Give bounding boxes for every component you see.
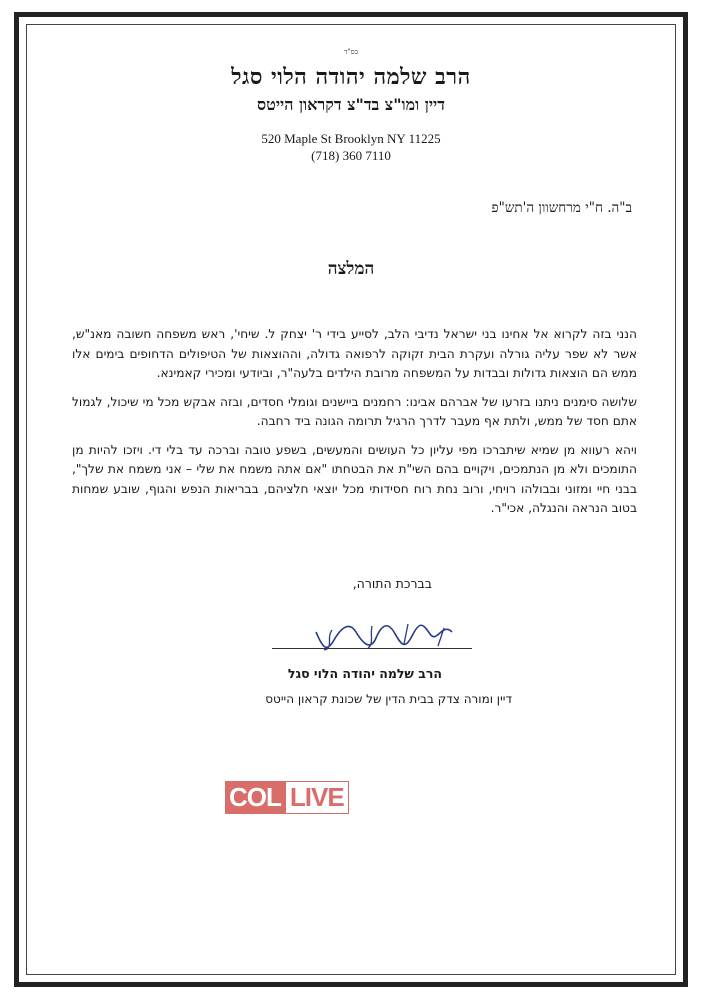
body-paragraph: הנני בזה לקרוא אל אחינו בני ישראל נדיבי הלב, לסייע בידי ר' יצחק ל. שיחי', ראש משפחה חשובה מאנ"ש, אשר לא שפר עליה גורלה ועקרת הבית זקוקה לרפואה גדולה, וההוצאות של הטיפולים הדחופים בימים אלו ממש הם הוצאות גדולות ובבדות על המשפחה מרובת הילדים בלעה"ר, וביודעי ומכירי קאמינא. [72, 327, 637, 380]
signature-line [272, 648, 472, 649]
signer-name: הרב שלמה יהודה הלוי סגל [287, 666, 442, 681]
letterhead-phone: (718) 360 7110 [311, 148, 391, 163]
closing-line: בברכת התורה, [352, 576, 432, 591]
collive-watermark-logo [225, 781, 349, 814]
handwritten-signature [312, 602, 462, 662]
letterhead-address: 520 Maple St Brooklyn NY 11225 [261, 131, 441, 146]
body-paragraph: ויהא רעווא מן שמיא שיתברכו מפי עליון כל העושים והמעשים, בשפע טובה וברכה עד בלי די. ויזכו להיות מן התומכים ולא מן הנתמכים, ויקויים בהם השי"ת את הבטחתו "אם אתה משמח את שלי – אני משמח את שלך", בבני חיי ומזוני ובבולהו רויחי, ורוב נחת רוח חסידותי מכל יוצאי חלציהם, בבריאות הנפש והגוף, שובע שמחות בטוב הנראה והנגלה, אכי"ר. [72, 442, 637, 515]
letter-date: ב"ה. ח"י מרחשוון ה'תש"פ [491, 200, 632, 216]
letter-body [72, 325, 637, 528]
letter-page [40, 40, 662, 960]
bsd-mark: בס"ד [344, 48, 358, 56]
watermark-col: COL [225, 781, 285, 814]
body-paragraph: שלושה סימנים ניתנו בזרעו של אברהם אבינו: רחמנים ביישנים וגומלי חסדים, ובזה אבקש מכל מי שיכול, לגמול אתם חסד של ממש, ולתת אף מעבר לדרך הרגיל תרומה הגונה ביד רחבה. [72, 394, 637, 428]
signer-title: דיין ומורה צדק בבית הדין של שכונת קראון הייטס [265, 692, 512, 706]
watermark-live: LIVE [285, 781, 349, 814]
document-title: המלצה [327, 259, 375, 279]
letterhead-name: הרב שלמה יהודה הלוי סגל [231, 64, 471, 90]
letterhead-title: דיין ומו"צ בד"צ דקראון הייטס [257, 95, 445, 114]
